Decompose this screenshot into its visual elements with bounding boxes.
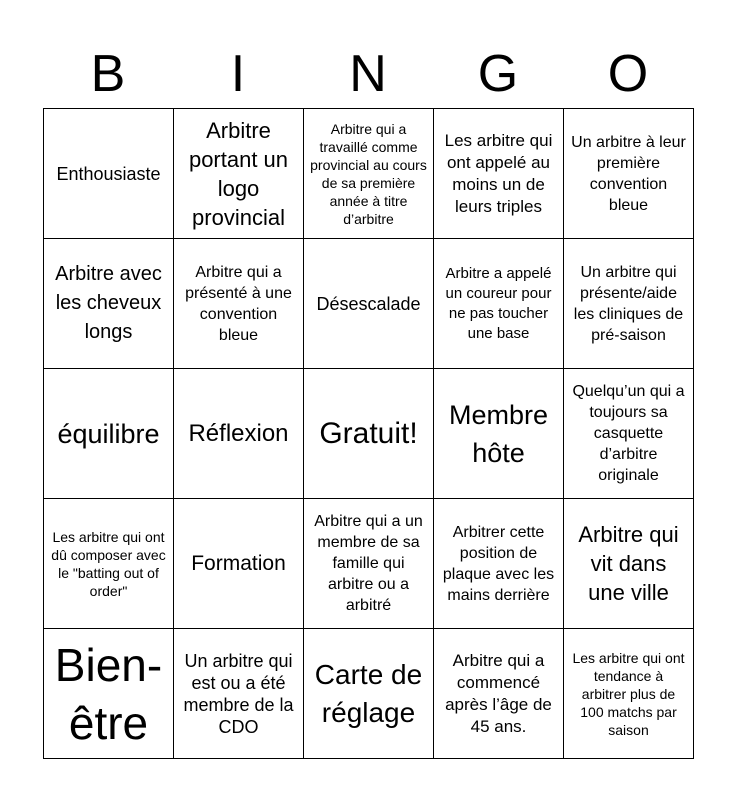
bingo-cell[interactable] bbox=[174, 109, 304, 239]
bingo-cell[interactable] bbox=[44, 109, 174, 239]
bingo-cell[interactable] bbox=[304, 499, 434, 629]
grid-row bbox=[44, 369, 694, 499]
grid-row bbox=[44, 109, 694, 239]
cell-text: Un arbitre qui est ou a été membre de la CDO bbox=[183, 650, 294, 737]
bingo-cell[interactable] bbox=[174, 239, 304, 369]
bingo-cell[interactable] bbox=[174, 629, 304, 759]
bingo-cell[interactable] bbox=[44, 239, 174, 369]
bingo-cell[interactable] bbox=[564, 369, 694, 499]
bingo-cell[interactable] bbox=[434, 109, 564, 239]
grid-row bbox=[44, 239, 694, 369]
cell-text: Arbitre avec les cheveux longs bbox=[55, 263, 162, 343]
cell-text: Désescalade bbox=[316, 293, 421, 314]
cell-text: Enthousiaste bbox=[56, 163, 161, 184]
bingo-cell free-space[interactable] bbox=[304, 369, 434, 499]
bingo-cell[interactable] bbox=[44, 369, 174, 499]
header-letter-g: G bbox=[477, 45, 519, 103]
cell-text: Les arbitre qui ont dû composer avec le "batting out of order" bbox=[51, 528, 166, 599]
cell-text: Gratuit! bbox=[319, 416, 418, 450]
bingo-cell[interactable] bbox=[564, 499, 694, 629]
cell-text: Arbitre qui a un membre de sa famille qui arbitre ou a arbitré bbox=[314, 513, 423, 614]
header-letter-b: B bbox=[90, 45, 126, 103]
bingo-cell[interactable] bbox=[434, 629, 564, 759]
bingo-cell[interactable] bbox=[44, 499, 174, 629]
bingo-cell[interactable] bbox=[304, 239, 434, 369]
bingo-cell[interactable] bbox=[434, 499, 564, 629]
cell-text: équilibre bbox=[57, 418, 160, 449]
cell-text: Bien-être bbox=[54, 638, 163, 749]
bingo-cell[interactable] bbox=[44, 629, 174, 759]
cell-text: Arbitre qui vit dans une ville bbox=[578, 522, 679, 605]
bingo-cell[interactable] bbox=[434, 369, 564, 499]
cell-text: Un arbitre qui présente/aide les cliniques de pré-saison bbox=[573, 263, 684, 344]
cell-text: Arbitrer cette position de plaque avec les mains derrière bbox=[442, 523, 555, 604]
cell-text: Les arbitre qui ont appelé au moins un de leurs triples bbox=[444, 130, 553, 216]
bingo-cell[interactable] bbox=[564, 629, 694, 759]
grid-row bbox=[44, 499, 694, 629]
cell-text: Réflexion bbox=[188, 420, 289, 447]
bingo-cell[interactable] bbox=[174, 369, 304, 499]
cell-text: Formation bbox=[191, 552, 286, 575]
cell-text: Les arbitre qui ont tendance à arbitrer plus de 100 matchs par saison bbox=[572, 649, 685, 738]
grid-row bbox=[44, 629, 694, 759]
bingo-cell[interactable] bbox=[564, 109, 694, 239]
cell-text: Arbitre a appelé un coureur pour ne pas toucher une base bbox=[445, 264, 552, 342]
bingo-cell[interactable] bbox=[174, 499, 304, 629]
bingo-cell[interactable] bbox=[304, 109, 434, 239]
bingo-cell[interactable] bbox=[304, 629, 434, 759]
bingo-cell[interactable] bbox=[564, 239, 694, 369]
cell-text: Membre hôte bbox=[448, 399, 549, 468]
header-letter-i: I bbox=[230, 45, 246, 103]
bingo-grid bbox=[43, 108, 694, 759]
cell-text: Arbitre portant un logo provincial bbox=[188, 117, 289, 230]
cell-text: Arbitre qui a présenté à une convention bleue bbox=[185, 263, 292, 344]
cell-text: Un arbitre à leur première convention bleue bbox=[571, 133, 686, 214]
cell-text: Carte de réglage bbox=[314, 658, 423, 728]
bingo-header bbox=[43, 40, 693, 108]
cell-text: Quelqu’un qui a toujours sa casquette d’arbitre originale bbox=[572, 383, 685, 484]
cell-text: Arbitre qui a travaillé comme provincial au cours de sa première année à titre d’arbitre bbox=[310, 120, 427, 227]
cell-text: Arbitre qui a commencé après l’âge de 45 ans. bbox=[445, 650, 552, 736]
header-letter-o: O bbox=[607, 45, 649, 103]
bingo-cell[interactable] bbox=[434, 239, 564, 369]
header-letter-n: N bbox=[349, 45, 387, 103]
